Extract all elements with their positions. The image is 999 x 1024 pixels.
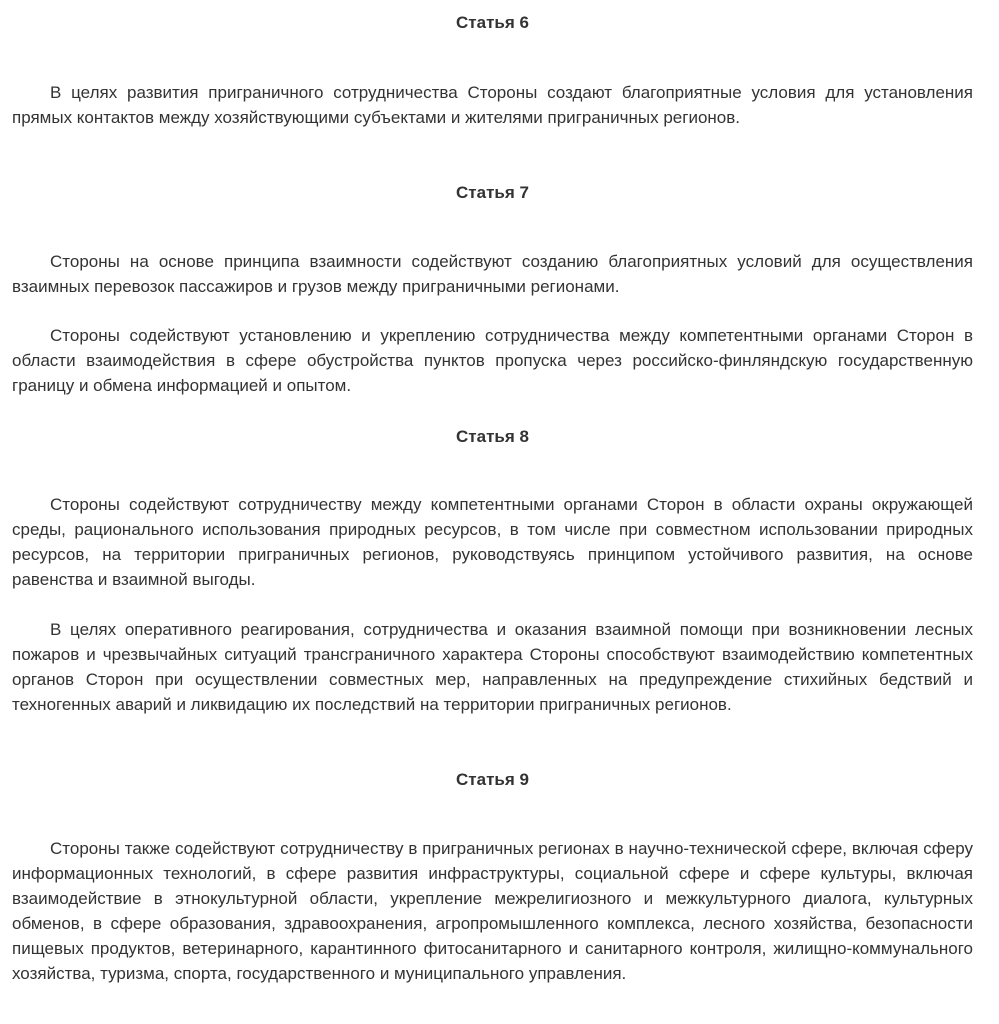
article-6-paragraph-1: В целях развития приграничного сотрудничества Стороны создают благоприятные условия для установления прямых контактов между хозяйствующими субъектами и жителями приграничных регионов. xyxy=(12,83,973,127)
article-9-paragraph-1: Стороны также содействуют сотрудничеству в приграничных регионах в научно-технической сфере, включая сферу информационных технологий, в сфере развития инфраструктуры, социальной сфере и сфере культуры, включая взаимодействие в этнокультурной области, укрепление межрелигиозного и межкультурного диалога, культурных обменов, в сфере образования, здравоохранения, агропромышленного комплекса, лесного хозяйства, безопасности пищевых продуктов, ветеринарного, карантинного фитосанитарного и санитарного контроля, жилищно-коммунального хозяйства, туризма, спорта, государственного и муниципального управления. xyxy=(12,839,973,983)
article-8-paragraph-2: В целях оперативного реагирования, сотрудничества и оказания взаимной помощи при возникновении лесных пожаров и чрезвычайных ситуаций трансграничного характера Стороны способствуют взаимодействию компетентных органов Сторон при осуществлении совместных мер, направленных на предупреждение стихийных бедствий и техногенных аварий и ликвидацию их последствий на территории приграничных регионов. xyxy=(12,620,973,714)
article-7-heading: Статья 7 xyxy=(456,183,529,202)
article-7-paragraph-2: Стороны содействуют установлению и укреплению сотрудничества между компетентными органами Сторон в области взаимодействия в сфере обустройства пунктов пропуска через российско-финляндскую государственную границу и обмена информацией и опытом. xyxy=(12,326,973,395)
article-7-paragraph-1: Стороны на основе принципа взаимности содействуют созданию благоприятных условий для осуществления взаимных перевозок пассажиров и грузов между приграничными регионами. xyxy=(12,252,973,296)
article-9-heading: Статья 9 xyxy=(456,770,529,789)
article-6-heading: Статья 6 xyxy=(456,13,529,32)
article-8-heading: Статья 8 xyxy=(456,427,529,446)
article-8-paragraph-1: Стороны содействуют сотрудничеству между компетентными органами Сторон в области охраны окружающей среды, рационального использования природных ресурсов, в том числе при совместном использовании природных ресурсов, на территории приграничных регионов, руководствуясь принципом устойчивого развития, на основе равенства и взаимной выгоды. xyxy=(12,495,973,589)
